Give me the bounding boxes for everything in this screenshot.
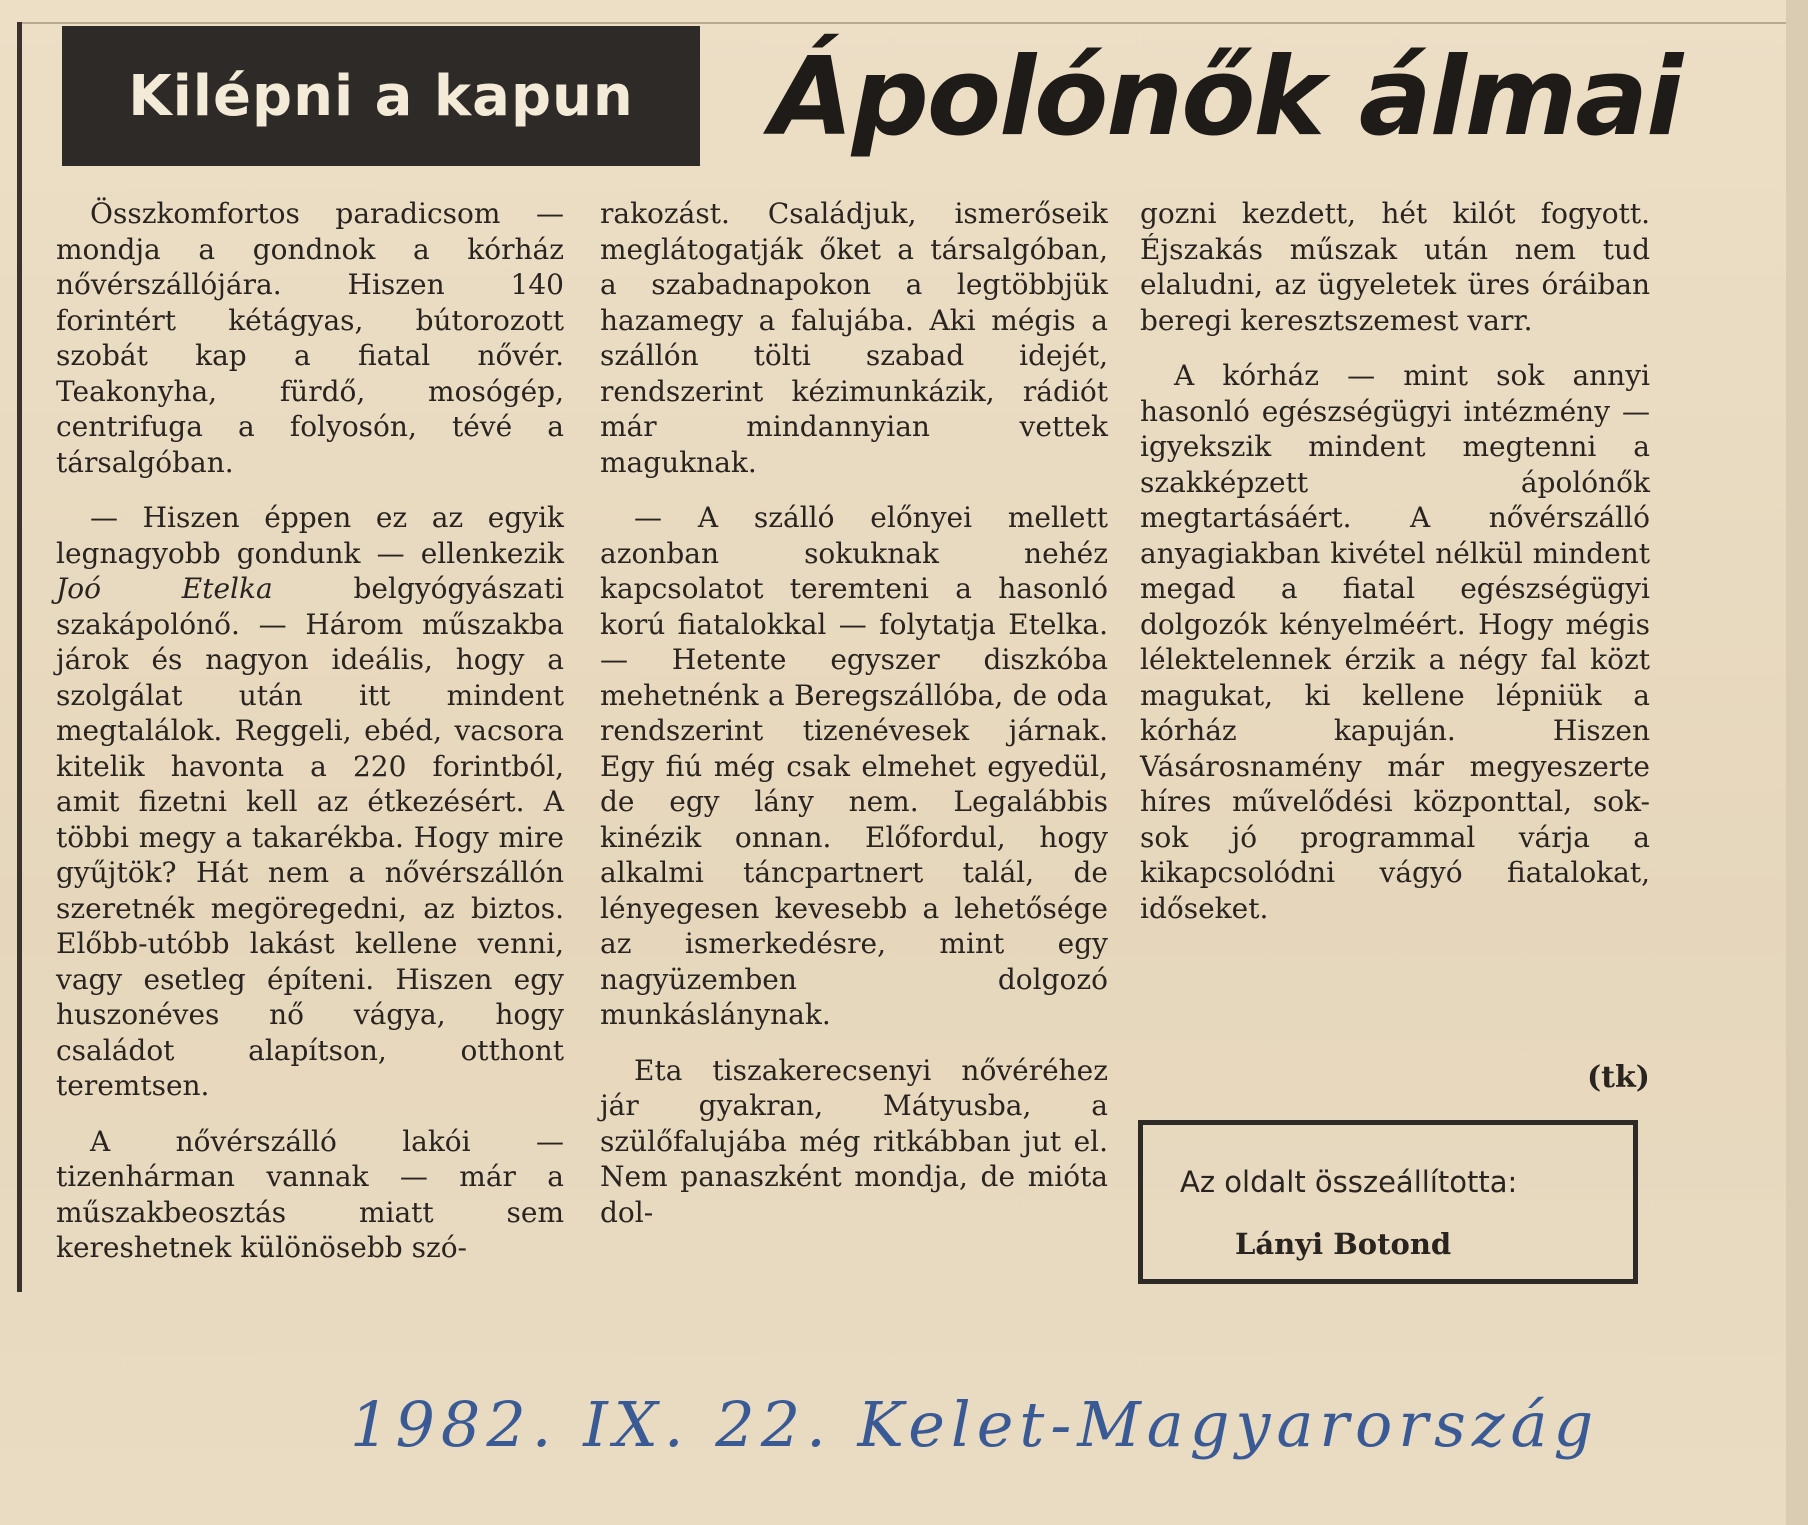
credit-label: Az oldalt összeállította:: [1180, 1165, 1518, 1199]
paragraph-text: Eta tiszakerecsenyi nővéréhez jár gyakran, Mátyusba, a szülőfalujába még ritkábban jut el. Nem panaszként mondja, de mióta dol-: [600, 1053, 1108, 1229]
kicker-text: Kilépni a kapun: [128, 63, 634, 129]
paragraph: [600, 196, 1108, 480]
article-column-2: [600, 196, 1108, 1230]
paragraph: [600, 1053, 1108, 1231]
paper-edge: [1786, 0, 1808, 1525]
left-column-rule: [17, 22, 22, 1292]
headline: Ápolónők álmai: [770, 35, 1682, 160]
paragraph: [1140, 358, 1650, 926]
paragraph: [600, 500, 1108, 1033]
author-signature: (tk): [1586, 1060, 1650, 1095]
paragraph-text: gozni kezdett, hét kilót fogyott. Éjszakás műszak után nem tud elaludni, az ügyeletek üres óráiban beregi keresztszemest varr.: [1140, 197, 1650, 337]
article-column-3: [1140, 196, 1650, 926]
top-rule: [17, 22, 1787, 24]
paragraph-text: A nővérszálló lakói — tizenhárman vannak — már a műszakbeosztás miatt sem kereshetnek különösebb szó-: [56, 1124, 564, 1264]
paragraph-text: A kórház — mint sok annyi hasonló egészségügyi intézmény — igyekszik mindent megtenni a szakképzett ápolónők megtartásáért. A nővérszálló anyagiakban kivétel nélkül mindent megad a fiatal egészségügyi dolgozók kényelméért. Hogy mégis lélektelennek érzik a négy fal közt magukat, ki kellene lépniük a kórház kapuján. Hiszen Vásárosnamény már megyeszerte híres művelődési központtal, sok-sok jó programmal várja a kikapcsolódni vágyó fiatalokat, időseket.: [1140, 359, 1650, 925]
paragraph: [56, 196, 564, 480]
paragraph: [56, 1124, 564, 1266]
paragraph-text: Összkomfortos paradicsom — mondja a gondnok a kórház nővérszállójára. Hiszen 140 forintért kétágyas, bútorozott szobát kap a fiatal nővér. Teakonyha, fürdő, mosógép, centrifuga a folyosón, tévé a társalgóban.: [56, 197, 564, 479]
paragraph-text: rakozást. Családjuk, ismerőseik meglátogatják őket a társalgóban, a szabadnapokon a legtöbbjük hazamegy a falujába. Aki mégis a szállón tölti szabad idejét, rendszerint kézimunkázik, rádiót már mindannyian vettek maguknak.: [600, 197, 1108, 479]
credit-name: Lányi Botond: [1235, 1227, 1452, 1261]
paragraph-text: — Hiszen éppen ez az egyik legnagyobb gondunk — ellenkezik: [56, 501, 564, 570]
paragraph: [1140, 196, 1650, 338]
paragraph-text: belgyógyászati szakápolónő. — Három műszakba járok és nagyon ideális, hogy a szolgálat után itt mindent megtalálok. Reggeli, ebéd, vacsora kitelik havonta a 220 forintból, amit fizetni kell az étkezésért. A többi megy a takarékba. Hogy mire gyűjtök? Hát nem a nővérszállón szeretnék megöregedni, az biztos. Előbb-utóbb lakást kellene venni, vagy esetleg építeni. Hiszen egy huszonéves nő vágya, hogy családot alapítson, otthont teremtsen.: [56, 572, 564, 1102]
article-column-1: [56, 196, 564, 1266]
paragraph-text: — A szálló előnyei mellett azonban sokuknak nehéz kapcsolatot teremteni a hasonló korú fiatalokkal — folytatja Etelka. — Hetente egyszer diszkóba mehetnénk a Beregszállóba, de oda rendszerint tizenévesek járnak. Egy fiú még csak elmehet egyedül, de egy lány nem. Legalábbis kinézik onnan. Előfordul, hogy alkalmi táncpartnert talál, de lényegesen kevesebb a lehetősége az ismerkedésre, mint egy nagyüzemben dolgozó munkáslánynak.: [600, 501, 1108, 1031]
kicker-banner: [62, 26, 700, 166]
paragraph: [56, 500, 564, 1104]
handwritten-date-note: 1982. IX. 22. Kelet-Magyarország: [350, 1388, 1600, 1461]
person-name: Joó Etelka: [56, 572, 273, 605]
